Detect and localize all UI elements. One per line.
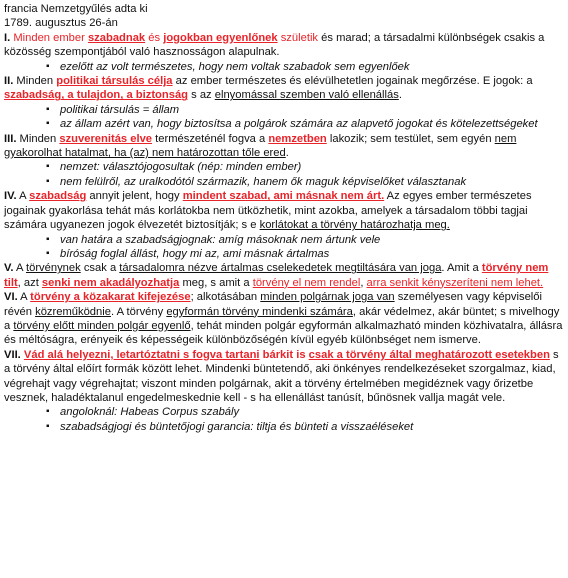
- emphasized-phrase: születik: [277, 31, 319, 44]
- text-segment: s a törvény által előírt formák között lehet. Mindenki büntetendő, aki önkényes rendelkezéseket szorgalmaz, kiad, végrehajt vagy végrehajtat; viszont minden polgárnak, akit a törvény értelmében megidéznek vagy őrizetbe vesznek, haladéktalanul engedelmeskednie kell - s ha ellenállást tanúsít, bűnösnek vallja magát vele.: [4, 348, 559, 404]
- text-segment: személyesen vagy képviselői révén: [4, 291, 542, 318]
- emphasized-phrase: és: [145, 31, 164, 44]
- emphasized-phrase: bárkit is: [262, 348, 306, 361]
- note-item: ▪ nemzet: választójogosultak (nép: minden ember): [46, 160, 564, 174]
- text-segment: .: [398, 89, 402, 102]
- emphasized-phrase: szabadság, a tulajdon, a biztonság: [4, 89, 189, 102]
- article-paragraph: [4, 189, 564, 232]
- note-list: [4, 60, 564, 74]
- note-item: ▪ bíróság foglal állást, hogy mi az, ami másnak ártalmas: [46, 247, 564, 261]
- text-segment: korlátokat a törvény határozhatja meg.: [259, 219, 450, 232]
- text-segment: társadalomra nézve ártalmas cselekedetek megtiltására van joga: [119, 262, 442, 275]
- text-segment: az ember természetes és elévülhetetlen jogainak megőrzése. E jogok: a: [172, 75, 533, 88]
- article-number: V.: [4, 262, 14, 275]
- emphasized-phrase: szabadnak: [87, 31, 146, 44]
- note-item: ▪ nem felülről, az uralkodótól származik, hanem ők maguk képviselőket választanak: [46, 175, 564, 189]
- emphasized-phrase: törvény nem tilt: [4, 262, 549, 289]
- emphasized-phrase: mindent szabad, ami másnak nem árt.: [182, 190, 385, 203]
- article-7: [4, 348, 564, 434]
- header-line-1: francia Nemzetgyűlés adta ki: [4, 3, 148, 15]
- text-segment: ; alkotásában: [190, 291, 261, 304]
- emphasized-phrase: Vád alá helyezni, letartóztatni s fogva tartani: [23, 348, 260, 361]
- emphasized-phrase: törvény a közakarat kifejezése: [30, 291, 191, 304]
- emphasized-phrase: nemzetben: [268, 132, 327, 145]
- text-segment: Minden: [16, 132, 60, 145]
- article-number: II.: [4, 75, 14, 88]
- text-segment: , akár védelmez, akár büntet; s mivelhogy a: [4, 305, 560, 332]
- emphasized-phrase: politikai társulás célja: [56, 75, 173, 88]
- article-number: VII.: [4, 348, 21, 361]
- text-segment: minden polgárnak joga van: [260, 291, 395, 304]
- note-list: [4, 160, 564, 189]
- text-segment: , tehát minden polgár egyformán alkalmazható minden közhivatalra, állásra és méltóságra, erényeik és képességeik különbözőségén kívül egyéb különbséget nem ismerve.: [4, 319, 563, 347]
- text-segment: nem gyakorolhat hatalmat, ha (az) nem határozottan tőle ered: [4, 132, 517, 160]
- text-segment: s az: [188, 89, 215, 102]
- article-4: [4, 189, 564, 261]
- article-2: [4, 74, 564, 132]
- text-segment: A: [16, 190, 30, 203]
- text-segment: egyformán törvény mindenki számára: [166, 305, 353, 318]
- text-segment: A: [17, 291, 31, 304]
- text-segment: Az egyes ember természetes jogainak gyakorlása tehát más korlátokba nem ütközhetik, mint azokba, amelyek a társadalom többi tagjai számára ugyanezen jogok élvezetét biztosítják; s e: [4, 190, 532, 232]
- text-segment: . Amit a: [441, 262, 482, 275]
- text-segment: törvénynek: [26, 262, 81, 275]
- note-list: [4, 233, 564, 262]
- article-3: [4, 132, 564, 190]
- emphasized-phrase: szabadság: [29, 190, 87, 203]
- text-segment: ,: [360, 276, 367, 289]
- article-number: III.: [4, 132, 17, 145]
- text-segment: lakozik; sem testület, sem egyén: [326, 132, 495, 145]
- text-segment: közreműködnie: [35, 305, 111, 318]
- text-segment: csak a: [80, 262, 120, 275]
- article-paragraph: [4, 348, 564, 406]
- article-number: VI.: [4, 291, 18, 304]
- article-paragraph: [4, 132, 564, 161]
- text-segment: Minden: [13, 75, 57, 88]
- text-segment: elnyomással szemben való ellenállás: [214, 89, 399, 102]
- text-segment: , azt: [17, 276, 42, 289]
- note-item: ▪ angoloknál: Habeas Corpus szabály: [46, 405, 564, 419]
- note-item: ▪ ezelőtt az volt természetes, hogy nem voltak szabadok sem egyenlőek: [46, 60, 564, 74]
- article-5: [4, 261, 564, 290]
- note-item: ▪ szabadságjogi és büntetőjogi garancia: tiltja és bünteti a visszaéléseket: [46, 420, 564, 434]
- note-item: ▪ politikai társulás = állam: [46, 103, 564, 117]
- emphasized-phrase: jogokban egyenlőnek: [163, 31, 278, 44]
- note-list: [4, 103, 564, 132]
- article-number: IV.: [4, 190, 17, 203]
- article-paragraph: [4, 74, 564, 103]
- articles-list: [4, 31, 564, 434]
- text-segment: . A törvény: [110, 305, 167, 318]
- emphasized-phrase: törvény el nem rendel: [252, 276, 361, 289]
- text-segment: természeténél fogva a: [152, 132, 269, 145]
- text-segment: A: [13, 262, 26, 275]
- emphasized-phrase: senki nem akadályozhatja: [41, 276, 180, 289]
- header-line-2: 1789. augusztus 26-án: [4, 17, 118, 30]
- article-6: [4, 290, 564, 348]
- text-segment: törvény előtt minden polgár egyenlő: [13, 319, 191, 332]
- note-item: ▪ van határa a szabadságjognak: amíg másoknak nem ártunk vele: [46, 233, 564, 247]
- article-paragraph: [4, 290, 564, 348]
- article-1: [4, 31, 564, 74]
- emphasized-phrase: arra senkit kényszeríteni nem lehet.: [366, 276, 544, 289]
- emphasized-phrase: Minden ember: [13, 31, 88, 44]
- article-paragraph: [4, 31, 564, 60]
- emphasized-phrase: csak a törvény által meghatározott esetekben: [308, 348, 550, 361]
- article-number: I.: [4, 31, 11, 44]
- article-paragraph: [4, 261, 564, 290]
- emphasized-phrase: szuverenitás elve: [59, 132, 153, 145]
- text-segment: annyit jelent, hogy: [86, 190, 183, 203]
- note-list: [4, 405, 564, 434]
- note-item: ▪ az állam azért van, hogy biztosítsa a polgárok számára az alapvető jogokat és kötelezettségeket: [46, 117, 564, 131]
- text-segment: és marad; a társadalmi különbségek csakis a közösség szempontjából való hasznosságon alapulnak.: [4, 31, 545, 59]
- text-segment: meg, s amit a: [179, 276, 253, 289]
- text-segment: .: [285, 147, 289, 160]
